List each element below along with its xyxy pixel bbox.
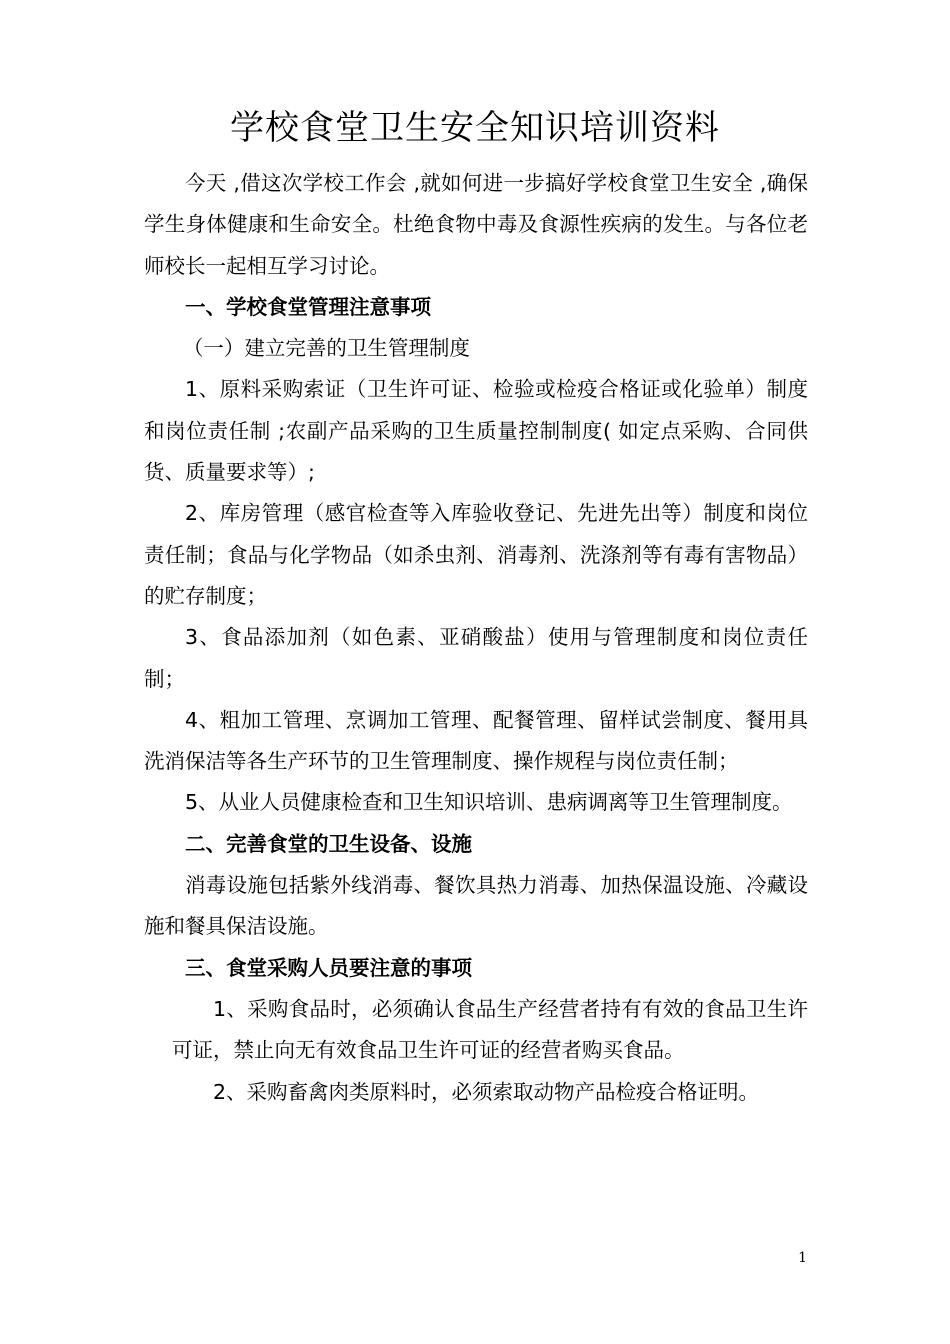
section-1-item-4: 4、粗加工管理、烹调加工管理、配餐管理、留样试尝制度、餐用具洗消保洁等各生产环节的卫生管理制度、操作规程与岗位责任制； (144, 707, 808, 774)
section-1-item-2: 2、库房管理（感官检查等入库验收登记、先进先出等）制度和岗位责任制；食品与化学物品（如杀虫剂、消毒剂、洗涤剂等有毒有害物品）的贮存制度； (144, 501, 808, 608)
section-2-heading: 二、完善食堂的卫生设备、设施 (185, 831, 472, 856)
section-1-item-5: 5、从业人员健康检查和卫生知识培训、患病调离等卫生管理制度。 (185, 790, 793, 815)
intro-paragraph: 今天 ,借这次学校工作会 ,就如何进一步搞好学校食堂卫生安全 ,确保学生身体健康和生命安全。杜绝食物中毒及食源性疾病的发生。与各位老师校长一起相互学习讨论。 (144, 171, 808, 278)
document-title: 学校食堂卫生安全知识培训资料 (230, 108, 720, 148)
section-3-heading: 三、食堂采购人员要注意的事项 (185, 955, 472, 980)
section-1-item-3: 3、食品添加剂（如色素、亚硝酸盐）使用与管理制度和岗位责任制； (144, 625, 808, 691)
section-2-text: 消毒设施包括紫外线消毒、餐饮具热力消毒、加热保温设施、冷藏设施和餐具保洁设施。 (144, 873, 808, 939)
section-3-item-2: 2、采购畜禽肉类原料时，必须索取动物产品检疫合格证明。 (213, 1079, 760, 1104)
section-1-subheading: （一）建立完善的卫生管理制度 (182, 336, 470, 361)
section-1-heading: 一、学校食堂管理注意事项 (185, 294, 431, 319)
section-1-item-1: 1、原料采购索证（卫生许可证、检验或检疫合格证或化验单）制度和岗位责任制 ;农副产品采购的卫生质量控制制度( 如定点采购、合同供货、质量要求等）; (144, 377, 808, 485)
section-3-item-1: 1、采购食品时，必须确认食品生产经营者持有有效的食品卫生许可证，禁止向无有效食品卫生许可证的经营者购买食品。 (172, 996, 808, 1063)
page-number: 1 (798, 1250, 807, 1266)
document-body (144, 163, 808, 1113)
